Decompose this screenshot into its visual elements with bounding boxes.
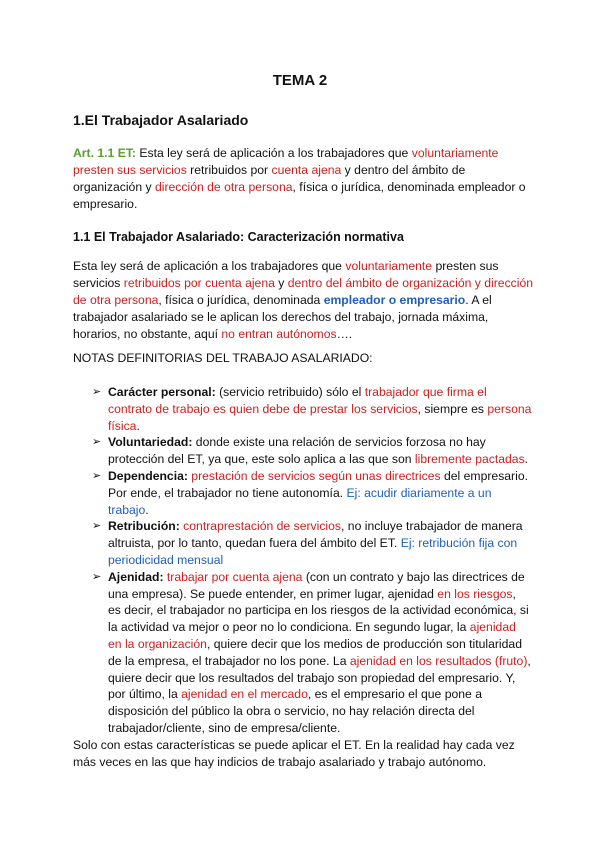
arrow-bullet-icon: ➢ — [92, 436, 102, 449]
list-item-dependencia: ➢ Dependencia: prestación de servicios según unas directrices del empresario. Por ende, el trabajador no tiene autonomía. Ej: acudir diariamente a un trabajo. — [92, 468, 528, 517]
notes-list — [92, 384, 532, 737]
article-paragraph: Art. 1.1 ET: Esta ley será de aplicación a los trabajadores que voluntariamente presten sus servicios retribuidos por cuenta ajena y dentro del ámbito de organización y dirección de otra persona, física o jurídica, denominada empleador o empresario. — [73, 146, 526, 211]
section-heading-1: 1.El Trabajador Asalariado — [73, 112, 249, 128]
list-item-voluntariedad: ➢ Voluntariedad: donde existe una relación de servicios forzosa no hay protección del ET, ya que, este solo aplica a las que son libremente pactadas. — [92, 435, 529, 467]
list-item-ajenidad: ➢ Ajenidad: trabajar por cuenta ajena (con un contrato y bajo las directrices de una empresa). Se puede entender, en primer lugar, ajenidad en los riesgos, es decir, el trabajador no participa en los riesgos de la actividad económica, si la actividad va mejor o peor no lo condiciona. En segundo lugar, la ajenidad en la organización, quiere decir que los medios de producción son titularidad de la empresa, el trabajador no los pone. La ajenidad en los resultados (fruto), quiere decir que los resultados del trabajo son propiedad del empresario. Y, por último, la ajenidad en el mercado, es el empresario el que pone a disposición del público la obra o servicio, no hay relación directa del trabajador/cliente, sino de empresa/cliente. — [92, 569, 531, 735]
list-item-retribucion: ➢ Retribución: contraprestación de servicios, no incluye trabajador de manera altruista, por lo tanto, quedan fuera del ámbito del ET. Ej: retribución fija con periodicidad mensual — [92, 519, 523, 567]
arrow-bullet-icon: ➢ — [92, 386, 102, 398]
section-heading-2: 1.1 El Trabajador Asalariado: Caracterización normativa — [73, 230, 404, 244]
closing-paragraph: Solo con estas características se puede aplicar el ET. En la realidad hay cada vez más veces en las que hay indicios de trabajo asalariado y trabajo autónomo. — [73, 738, 515, 769]
page-title: TEMA 2 — [272, 72, 328, 89]
arrow-bullet-icon: ➢ — [92, 520, 102, 533]
arrow-bullet-icon: ➢ — [92, 469, 102, 482]
notes-heading: NOTAS DEFINITORIAS DEL TRABAJO ASALARIADO: — [73, 351, 373, 365]
list-item-caracter-personal: ➢ Carácter personal: (servicio retribuido) sólo el trabajador que firma el contrato de trabajo es quien debe de prestar los servicios, siempre es persona física. — [92, 385, 532, 433]
arrow-bullet-icon: ➢ — [92, 570, 102, 583]
normative-paragraph: Esta ley será de aplicación a los trabajadores que voluntariamente presten sus servicios retribuidos por cuenta ajena y dentro del ámbito de organización y dirección de otra persona, física o jurídica, denominada empleador o empresario. A el trabajador asalariado se le aplican los derechos del trabajo, jornada máxima, horarios, no obstante, aquí no entran autónomos…. — [73, 259, 534, 341]
article-reference: Art. 1.1 ET: — [73, 146, 136, 160]
